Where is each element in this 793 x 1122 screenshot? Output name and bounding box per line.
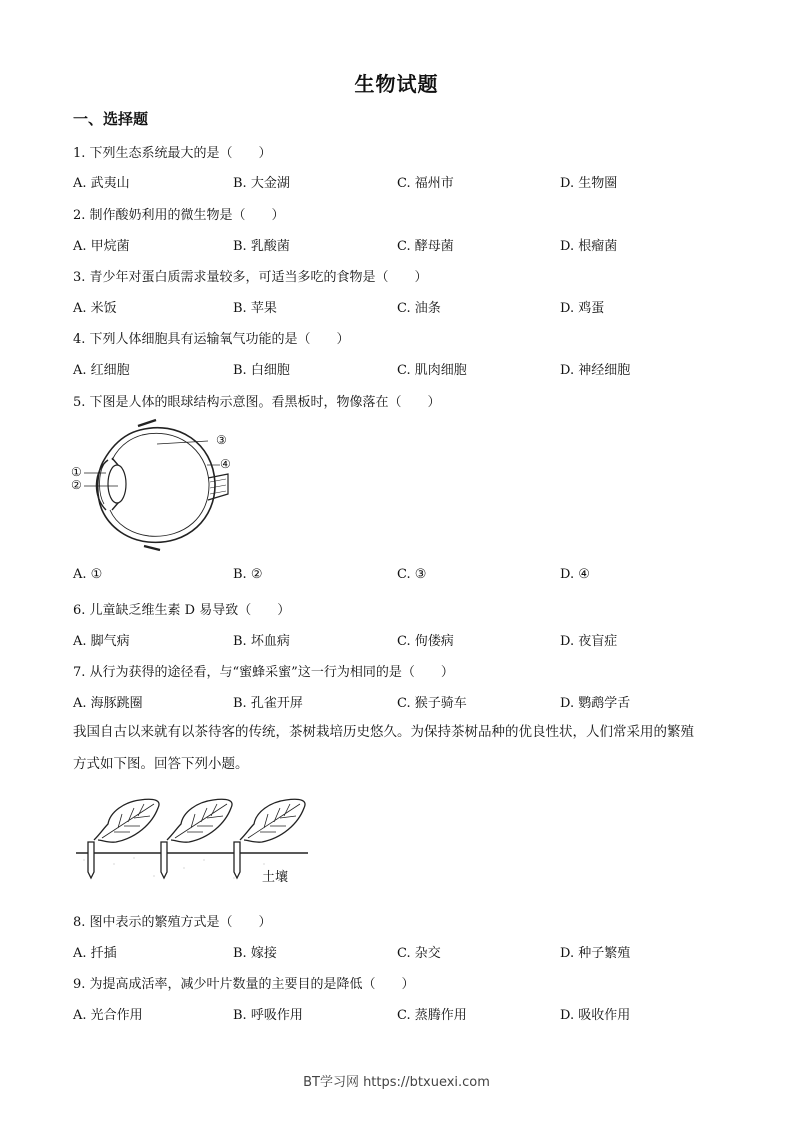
option-a: A. ① [73, 567, 103, 582]
question-stem-5: 5. 下图是人体的眼球结构示意图。看黑板时，物像落在（ ） [73, 395, 441, 410]
option-b: B. 孔雀开屏 [233, 696, 303, 711]
option-d: D. 鹦鹉学舌 [560, 696, 631, 711]
option-d: D. ④ [560, 567, 590, 582]
question-options-4 [73, 359, 733, 377]
option-d: D. 吸收作用 [560, 1008, 631, 1023]
section-heading: 一、选择题 [73, 110, 149, 128]
option-b: B. 白细胞 [233, 363, 290, 378]
option-d: D. 神经细胞 [560, 363, 631, 378]
option-b: B. 苹果 [233, 301, 277, 316]
eye-label-4: ④ [220, 457, 231, 471]
option-b: B. 坏血病 [233, 634, 290, 649]
cutting-1 [88, 799, 159, 878]
question-stem-2: 2. 制作酸奶利用的微生物是（ ） [73, 208, 285, 223]
reading-passage [73, 716, 723, 780]
option-c: C. 酵母菌 [397, 239, 454, 254]
question-options-3 [73, 297, 733, 315]
option-d: D. 生物圈 [560, 176, 618, 191]
question-stem-3: 3. 青少年对蛋白质需求量较多，可适当多吃的食物是（ ） [73, 270, 428, 285]
option-c: C. 油条 [397, 301, 441, 316]
question-options-9 [73, 1004, 733, 1022]
eye-label-2: ② [71, 478, 82, 492]
option-c: C. 肌肉细胞 [397, 363, 467, 378]
question-stem-7: 7. 从行为获得的途径看，与“蜜蜂采蜜”这一行为相同的是（ ） [73, 665, 454, 680]
option-b: B. 呼吸作用 [233, 1008, 303, 1023]
cutting-2 [161, 799, 232, 878]
option-a: A. 扦插 [73, 946, 117, 961]
option-a: A. 海豚跳圈 [73, 696, 143, 711]
question-options-2 [73, 235, 733, 253]
option-c: C. 蒸腾作用 [397, 1008, 467, 1023]
eye-structure-diagram [68, 418, 248, 553]
option-a: A. 脚气病 [73, 634, 130, 649]
question-stem-8: 8. 图中表示的繁殖方式是（ ） [73, 915, 272, 930]
option-d: D. 夜盲症 [560, 634, 618, 649]
question-options-5 [73, 567, 733, 585]
question-stem-1: 1. 下列生态系统最大的是（ ） [73, 146, 272, 161]
question-stem-9: 9. 为提高成活率，减少叶片数量的主要目的是降低（ ） [73, 977, 415, 992]
option-b: B. 嫁接 [233, 946, 277, 961]
option-c: C. 佝偻病 [397, 634, 454, 649]
option-a: A. 光合作用 [73, 1008, 143, 1023]
cutting-diagram [74, 798, 314, 890]
passage-line-2: 方式如下图。回答下列小题。 [73, 756, 249, 772]
option-c: C. ③ [397, 567, 427, 582]
soil-label: 土壤 [262, 870, 289, 885]
option-d: D. 根瘤菌 [560, 239, 618, 254]
question-stem-4: 4. 下列人体细胞具有运输氧气功能的是（ ） [73, 332, 350, 347]
option-c: C. 福州市 [397, 176, 454, 191]
eye-label-3: ③ [216, 433, 227, 447]
option-a: A. 红细胞 [73, 363, 130, 378]
question-options-7 [73, 692, 733, 710]
page-title: 生物试题 [354, 72, 439, 96]
option-a: A. 武夷山 [73, 176, 130, 191]
option-d: D. 种子繁殖 [560, 946, 631, 961]
option-b: B. ② [233, 567, 263, 582]
option-b: B. 乳酸菌 [233, 239, 290, 254]
option-c: C. 杂交 [397, 946, 441, 961]
option-a: A. 米饭 [73, 301, 117, 316]
option-b: B. 大金湖 [233, 176, 290, 191]
option-a: A. 甲烷菌 [73, 239, 130, 254]
question-stem-6: 6. 儿童缺乏维生素 D 易导致（ ） [73, 603, 291, 618]
question-options-8 [73, 942, 733, 960]
eye-label-1: ① [71, 465, 82, 479]
option-c: C. 猴子骑车 [397, 696, 467, 711]
question-options-6 [73, 630, 733, 648]
footer-watermark: BT学习网 https://btxuexi.com [303, 1075, 490, 1090]
question-options-1 [73, 172, 733, 190]
option-d: D. 鸡蛋 [560, 301, 605, 316]
passage-line-1: 我国自古以来就有以茶待客的传统，茶树栽培历史悠久。为保持茶树品种的优良性状，人们常采用的繁殖 [73, 724, 694, 740]
